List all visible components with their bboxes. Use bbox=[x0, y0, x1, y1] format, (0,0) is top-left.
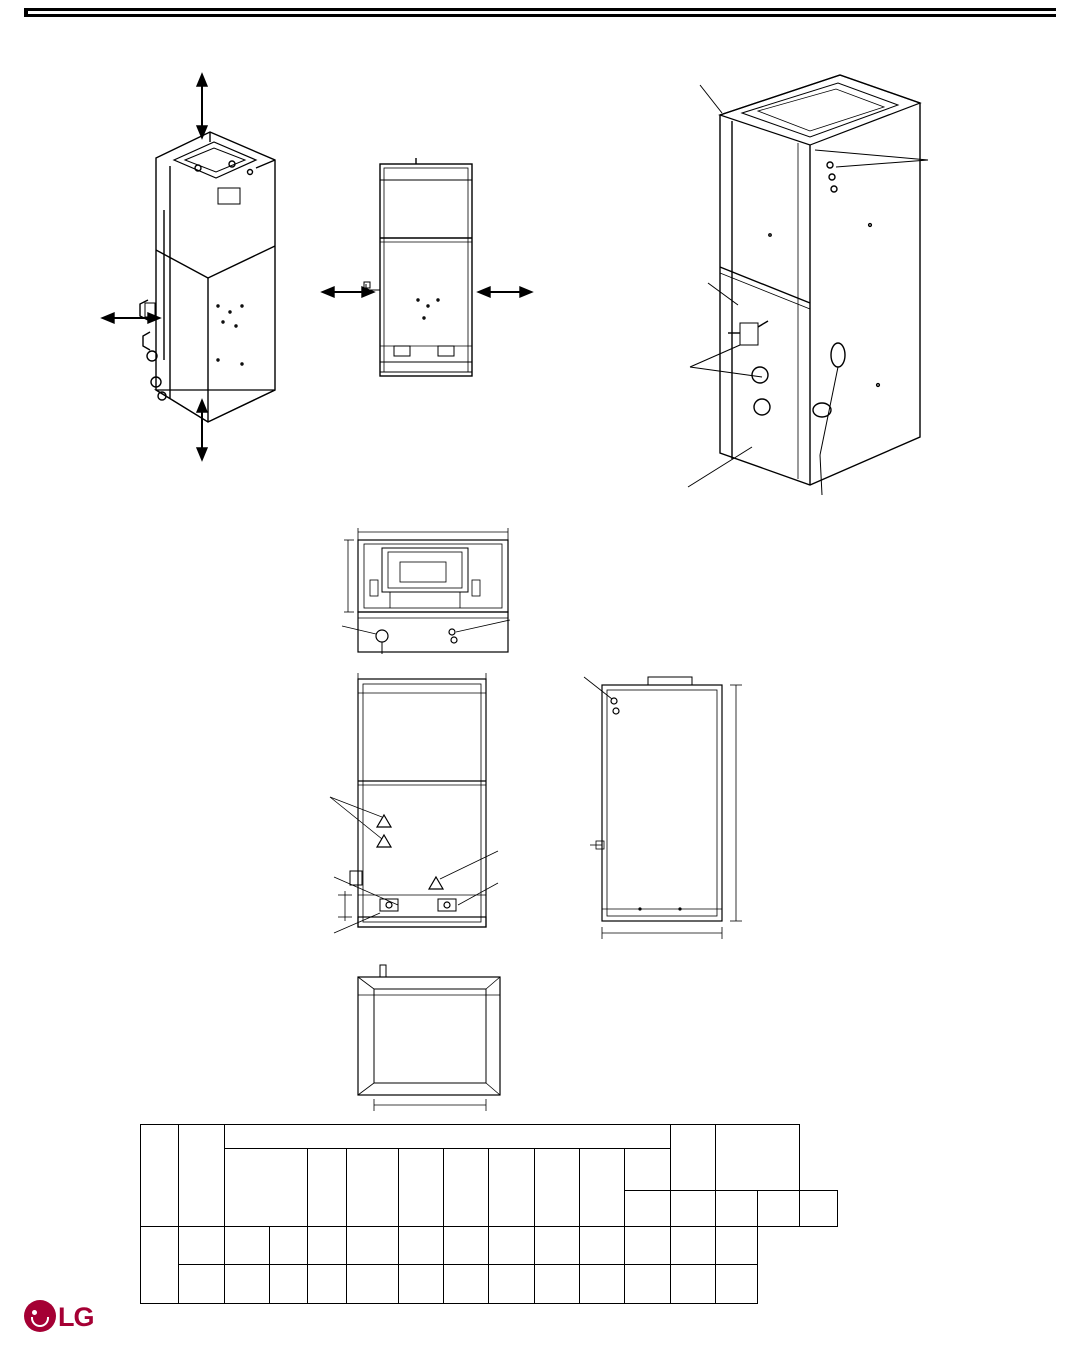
cell bbox=[489, 1227, 534, 1265]
cell bbox=[444, 1265, 489, 1304]
cell bbox=[224, 1265, 269, 1304]
cell bbox=[444, 1149, 489, 1227]
cell bbox=[269, 1265, 307, 1304]
cell bbox=[224, 1149, 308, 1227]
cell bbox=[224, 1125, 670, 1149]
cell bbox=[625, 1265, 670, 1304]
header-rule bbox=[24, 8, 1056, 18]
cell bbox=[625, 1227, 670, 1265]
cell bbox=[398, 1265, 443, 1304]
cell bbox=[580, 1149, 625, 1227]
lg-logo-eye bbox=[32, 1310, 37, 1315]
cell bbox=[224, 1227, 269, 1265]
table-row bbox=[141, 1125, 838, 1149]
cell bbox=[625, 1191, 670, 1227]
cell bbox=[670, 1265, 715, 1304]
lg-logo-text: LG bbox=[58, 1302, 94, 1332]
cell bbox=[580, 1265, 625, 1304]
cell bbox=[799, 1191, 837, 1227]
cell bbox=[141, 1125, 179, 1227]
cell bbox=[670, 1191, 715, 1227]
cell bbox=[346, 1227, 398, 1265]
cell bbox=[489, 1265, 534, 1304]
cell bbox=[625, 1149, 716, 1191]
cell bbox=[670, 1227, 715, 1265]
lg-logo-circle bbox=[24, 1300, 56, 1332]
cell bbox=[580, 1227, 625, 1265]
cell bbox=[715, 1265, 757, 1304]
lg-logo bbox=[24, 1300, 94, 1334]
cell bbox=[757, 1191, 799, 1227]
cell bbox=[715, 1125, 799, 1191]
cell bbox=[534, 1227, 579, 1265]
cell bbox=[308, 1149, 346, 1227]
cell bbox=[308, 1265, 346, 1304]
cell bbox=[715, 1227, 757, 1265]
cell bbox=[179, 1125, 224, 1227]
cell bbox=[444, 1227, 489, 1265]
cell bbox=[346, 1265, 398, 1304]
cell bbox=[179, 1227, 224, 1265]
cell bbox=[534, 1265, 579, 1304]
cell bbox=[534, 1149, 579, 1227]
cell bbox=[398, 1227, 443, 1265]
cell bbox=[179, 1265, 224, 1304]
cell bbox=[308, 1227, 346, 1265]
cell bbox=[346, 1149, 398, 1227]
cell bbox=[269, 1227, 307, 1265]
dimension-specification-table bbox=[140, 1124, 838, 1303]
table-row bbox=[141, 1227, 838, 1265]
cell bbox=[489, 1149, 534, 1227]
cell bbox=[398, 1149, 443, 1227]
cell bbox=[715, 1191, 757, 1227]
cell bbox=[141, 1227, 179, 1304]
table-row bbox=[141, 1265, 838, 1304]
